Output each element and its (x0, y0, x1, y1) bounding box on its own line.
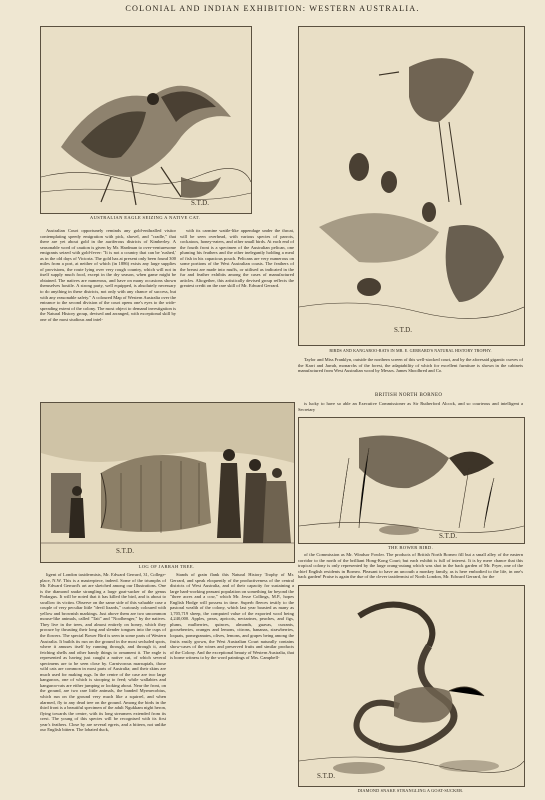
eagle-engraving (41, 27, 251, 213)
borneo-intro (298, 401, 523, 413)
article-paragraph: with its carmine wattle-like appendage under the throat, will be seen overhead, with various species of parrots, cockatoos, honey-eaters, and other small birds. At each end of the fourth front is a specimen of the Australian pelican, one pluming his feathers and the other inelegantly holding a meal of fish in his capacious pouch. Pelicans are very numerous on some portions of the West Australian coasts. The feathers of the breast are made into muffs, or utilised as indicated in the fur and feather exhibits among the cases of manufactured articles. Altogether, this artistically devised group reflects the greatest credit on the rare skill of Mr. Edward Gerrard. (180, 228, 294, 289)
snake-signature: S.T.D. (317, 772, 335, 780)
bower-signature: S.T.D. (439, 532, 457, 540)
snake-engraving (299, 586, 524, 786)
article-paragraph: ligent of London taxidermists, Mr. Edward Gerrard, 31, College-place, N.W. This is a masterpiece, indeed. Some of the triumphs of Mr. Edward Gerrard's art are sketched among our Illustrations. One is the diamond snake strangling a large goat-sucker of the genus Podargus. It will be noted that it has killed the bird, and is about to swallow its victim. Observe on the same side of this valuable case a couple of very peculiar little "devil lizards," curiously coloured with yellow and brownish markings. Just above them are two uncommon mouse-like animals, called "Tait" and "Noolbenger," by the natives. They live in the trees, and almost entirely on honey, which they procure by thrusting their long and slender tongues into the cups of the flowers. The special Bower Bird is seen in some parts of Western Australia. It builds its run on the ground in the most secluded spots, where it amuses itself by running through, and through it, and fetching shells and other handy things to ornament it. The eagle is represented as having just caught a native cat, of which several specimens are to be seen close by. Carnivorous marsupials, those wild cats are common in most parts of Australia; and their skins are much used for making rugs. In the centre of the case are two large kangaroos, one of which is stooping to feed; while wallabies and kangaroo-rats are either jumping or looking about. Near the front, on the ground, are two rare little animals, the banded Myrmecobius, which run on the ground very much like a squirrel, and when alarmed, fly to any dead tree on the ground. Among the birds in the third front is a beautiful specimen of the adult Ngukkam night heron, flying towards the centre, with its long streamers extended from its crest. The young of this species will be recognised with its first year's feathers. Close by are several egrets, and a bittern, not unlike our English bittern. The lobated duck, (40, 572, 166, 733)
diamond-snake-illustration (298, 585, 525, 787)
snake-caption: DIAMOND SNAKE STRANGLING A GOAT-SUCKER. (357, 788, 464, 793)
jarrah-signature: S.T.D. (116, 547, 134, 555)
article-paragraph: is lucky to have so able an Executive Commissioner as Sir Rutherford Alcock, and so courteous and intelligent a Secretary (298, 401, 523, 412)
article-column-1-top (40, 228, 176, 394)
birds-kangaroo-rats-illustration (298, 26, 525, 346)
bower-engraving (299, 418, 524, 543)
eagle-caption: AUSTRALIAN EAGLE SEIZING A NATIVE CAT. (89, 215, 201, 220)
article-paragraph: of the Commission as Mr. Windsor Fowler. The products of British North Borneo fill but a small alley of the eastern corridor to the north of the brilliant Hong-Kong Court; but each exhibit is full of interest. It is by mere chance that this tropical colony is only represented by the large orang-outang which was shot in the back garden of Mr. Pryer, one of the chief English residents in Borneo. Pleasant to have an uncouth a monkey family, as is here embodied to the life, in one's back garden! Praise is again the due of the clever taxidermist of North London, Mr. Edward Gerrard, for the (298, 552, 523, 580)
article-paragraph: Australian Court opportunely reminds any gold-enthralled visitor contemplating speedy emigration with pick, shovel, and "cradle," that there are yet about gold in the auriferous districts of Kimberley. A seasonable word of caution is given by Mr. Hardman to over-venturesome emigrants seized with gold-fever: "It is not a country that can be 'rushed,' as in the old days of Victoria. The gold has at present only been found 300 miles from a port, at neither of which (in 1886) exists any large supplies of provisions, the route lying over very rough country, which will not in itself supply much food, except in the dry season, when game might be obtained. The natives are numerous, and have on many occasions shown themselves hostile. A strong party, well equipped, is absolutely necessary to do anything in these districts, not only with any chance of success, but with any reasonable safety." A coloured Map of Western Australia over the entrance to the second division of the court opens one's eyes to the wide-spreading extent of the colony. The most object to demand investigation is the Natural History group, devised and arranged, with exceptional skill by one of the most studious and intel- (40, 228, 176, 322)
birds-caption: BIRDS AND KANGAROO-RATS IN MR. E. GERRARD'S NATURAL HISTORY TROPHY. (329, 348, 492, 353)
birds-engraving (299, 27, 524, 345)
article-column-2-bottom (170, 572, 294, 798)
page-title: COLONIAL AND INDIAN EXHIBITION: WESTERN AUSTRALIA. (125, 4, 420, 13)
article-column-1-bottom (40, 572, 166, 798)
bower-bird-illustration (298, 417, 525, 544)
article-right-middle (298, 357, 523, 393)
article-paragraph: Taylor and Miss Franklyn, outside the northern screen of this well-stocked court, and by the aforesaid gigantic curves of the Karri and Jarrah, monarchs of the forest, the adaptability of which for excellent furniture is shown in the cabinets manufactured from West Australian wood by Messrs. James Shoolbred and Co. (298, 357, 523, 374)
borneo-heading: BRITISH NORTH BORNEO (375, 393, 443, 398)
bower-caption: THE BOWER BIRD. (387, 545, 434, 550)
eagle-illustration (40, 26, 252, 214)
eagle-signature: S.T.D. (191, 199, 209, 207)
jarrah-log-illustration (40, 402, 295, 563)
jarrah-engraving (41, 403, 294, 562)
article-paragraph: Stands of grain flank this Natural History Trophy of Mr. Gerrard, and speak eloquently of the productiveness of the central districts of West Australia, and of their capacity for sustaining a large hard-working peasant population on something far beyond the "three acres and a cow," which Mr. Jesse Collings, M.P., hopes English Hodge will possess in time. Superb fleeces testify to the pastoral wealth of the colony, which last year boasted as many as 1,705,719 sheep, the computed value of the exported wool being 4,240,000. Apples, pears, apricots, nectarines, peaches, and figs, plums, mulberries, quinces, almonds, guavas, currants, gooseberries, oranges and lemons, citrons, bananas, strawberries, loquats, pomegranates, olives, lemons, and grapes being among the fruits easily grown, the West Australian Court naturally contains show-cases of the wines and preserved fruits and similar products of the Colony. And the exceptional beauty of Western Australia, that is borne witness to by the word paintings of Mrs. Campbell- (170, 572, 294, 661)
article-column-3-bottom (298, 552, 523, 582)
jarrah-caption: LOG OF JARRAH TREE. (138, 564, 195, 569)
article-column-2-top (180, 228, 294, 388)
birds-signature: S.T.D. (394, 326, 412, 334)
